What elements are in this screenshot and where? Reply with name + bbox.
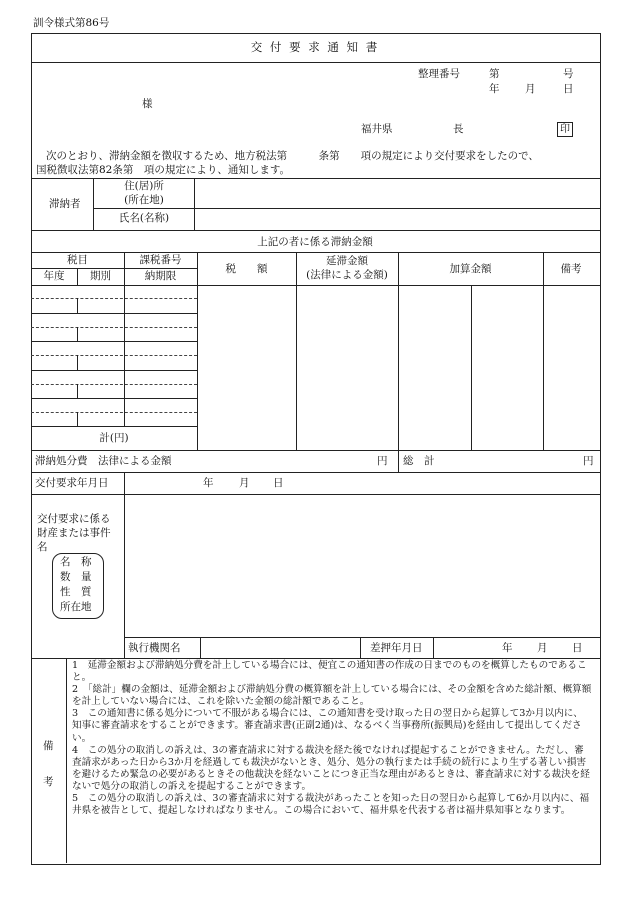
- date-month: 月: [525, 83, 536, 95]
- col-tax-number: 課税番号: [139, 254, 182, 266]
- execution-agency-label: 執行機関名: [128, 642, 181, 654]
- col-delinquency-label: 延滞金額: [326, 255, 368, 267]
- property-bracket-name: 名 称: [60, 556, 92, 568]
- property-bracket-quantity: 数 量: [60, 571, 92, 583]
- taxpayer-label: 滞納者: [49, 198, 81, 210]
- request-date-label: 交付要求年月日: [35, 477, 109, 489]
- notes-label-1: 備: [43, 740, 54, 752]
- note-item-5: 5 この処分の取消しの訴えは、3の審査請求に対する裁決があったことを知った日の翌日から起算して6か月以内に、福井県を被告として、提起しなければなりません。この場合において、福井県を代表する者は福井県知事となります。: [72, 793, 590, 817]
- address-label-1: 住(居)所: [124, 180, 164, 192]
- seizure-date-month: 月: [537, 642, 548, 654]
- form-number: 訓令様式第86号: [33, 17, 110, 29]
- property-bracket-nature: 性 質: [60, 586, 92, 598]
- form-title: 交 付 要 求 通 知 書: [250, 40, 380, 54]
- seal-mark: 印: [557, 122, 573, 137]
- intro-line-2: 国税徴収法第82条第 項の規定により、通知します。: [36, 164, 291, 176]
- note-item-1: 1 延滞金額および滞納処分費を計上している場合には、便宜この通知書の作成の日までのものを概算したものであること。: [72, 660, 587, 684]
- property-bracket-location: 所在地: [60, 601, 92, 613]
- address-label-2: (所在地): [124, 194, 164, 206]
- note-item-2: 2 「総計」欄の金額は、延滞金額および滞納処分費の概算額を計上している場合には、その金額を含めた総計額、概算額を計上していない場合には、これを除いた金額の総計額であること。: [72, 684, 592, 708]
- notes-label-2: 考: [43, 776, 54, 788]
- notes-list: [72, 660, 592, 817]
- request-date-month: 月: [239, 477, 250, 489]
- issuer-prefecture: 福井県: [361, 123, 393, 135]
- col-tax-item: 税目: [67, 254, 88, 266]
- seizure-date-label: 差押年月日: [370, 642, 423, 654]
- fees-label: 滞納処分費 法律による金額: [35, 455, 172, 467]
- seizure-date-year: 年: [502, 642, 513, 654]
- date-year: 年: [489, 83, 500, 95]
- property-label-2: 財産または事件: [37, 527, 111, 539]
- property-label-3: 名: [37, 541, 48, 553]
- note-item-3: 3 この通知書に係る処分について不服がある場合には、この通知書を受け取った日の翌日から起算して3か月以内に、知事に審査請求をすることができます。審査請求書(正副2通)は、なるべく当事務所(振興局)を経由して提出してください。: [72, 708, 583, 744]
- request-date-day: 日: [273, 477, 284, 489]
- reference-go: 号: [563, 68, 574, 80]
- fees-yen: 円: [377, 455, 388, 467]
- seizure-date-day: 日: [572, 642, 583, 654]
- amount-section-title: 上記の者に係る滞納金額: [257, 236, 373, 248]
- col-tax-amount: 税 額: [225, 263, 268, 275]
- addressee-suffix: 様: [142, 98, 153, 110]
- name-label: 氏名(名称): [118, 212, 170, 224]
- date-day: 日: [563, 83, 574, 95]
- intro-line-1: 次のとおり、滞納金額を徴収するため、地方税法第 条第 項の規定により交付要求をしたので、: [46, 150, 539, 162]
- col-fiscal-year: 年度: [43, 270, 65, 282]
- property-label-1: 交付要求に係る: [37, 513, 111, 525]
- grand-total-yen: 円: [583, 455, 594, 467]
- col-delinquency-sub: (法律による金額): [306, 269, 388, 281]
- col-remarks: 備考: [560, 263, 582, 275]
- note-item-4: 4 この処分の取消しの訴えは、3の審査請求に対する裁決を経た後でなければ提起することができません。ただし、審査請求があった日から3か月を経過しても裁決がないとき、処分、処分の執行または手続の続行により生ずる著しい損害を避けるため緊急の必要があるときその他裁決を経ないことにつき正当な理由があるときは、審査請求に対する裁決を経ないで処分の取消しの訴えを提起することができます。: [72, 744, 590, 792]
- col-period: 期別: [90, 270, 111, 282]
- grand-total-label: 総 計: [403, 455, 435, 467]
- reference-dai: 第: [489, 68, 500, 80]
- col-due-date: 納期限: [144, 270, 177, 282]
- reference-number-label: 整理番号: [418, 68, 460, 80]
- total-label: 計(円): [99, 432, 129, 444]
- issuer-chief: 長: [453, 123, 464, 135]
- request-date-year: 年: [203, 477, 214, 489]
- col-additional-amount: 加算金額: [449, 263, 492, 275]
